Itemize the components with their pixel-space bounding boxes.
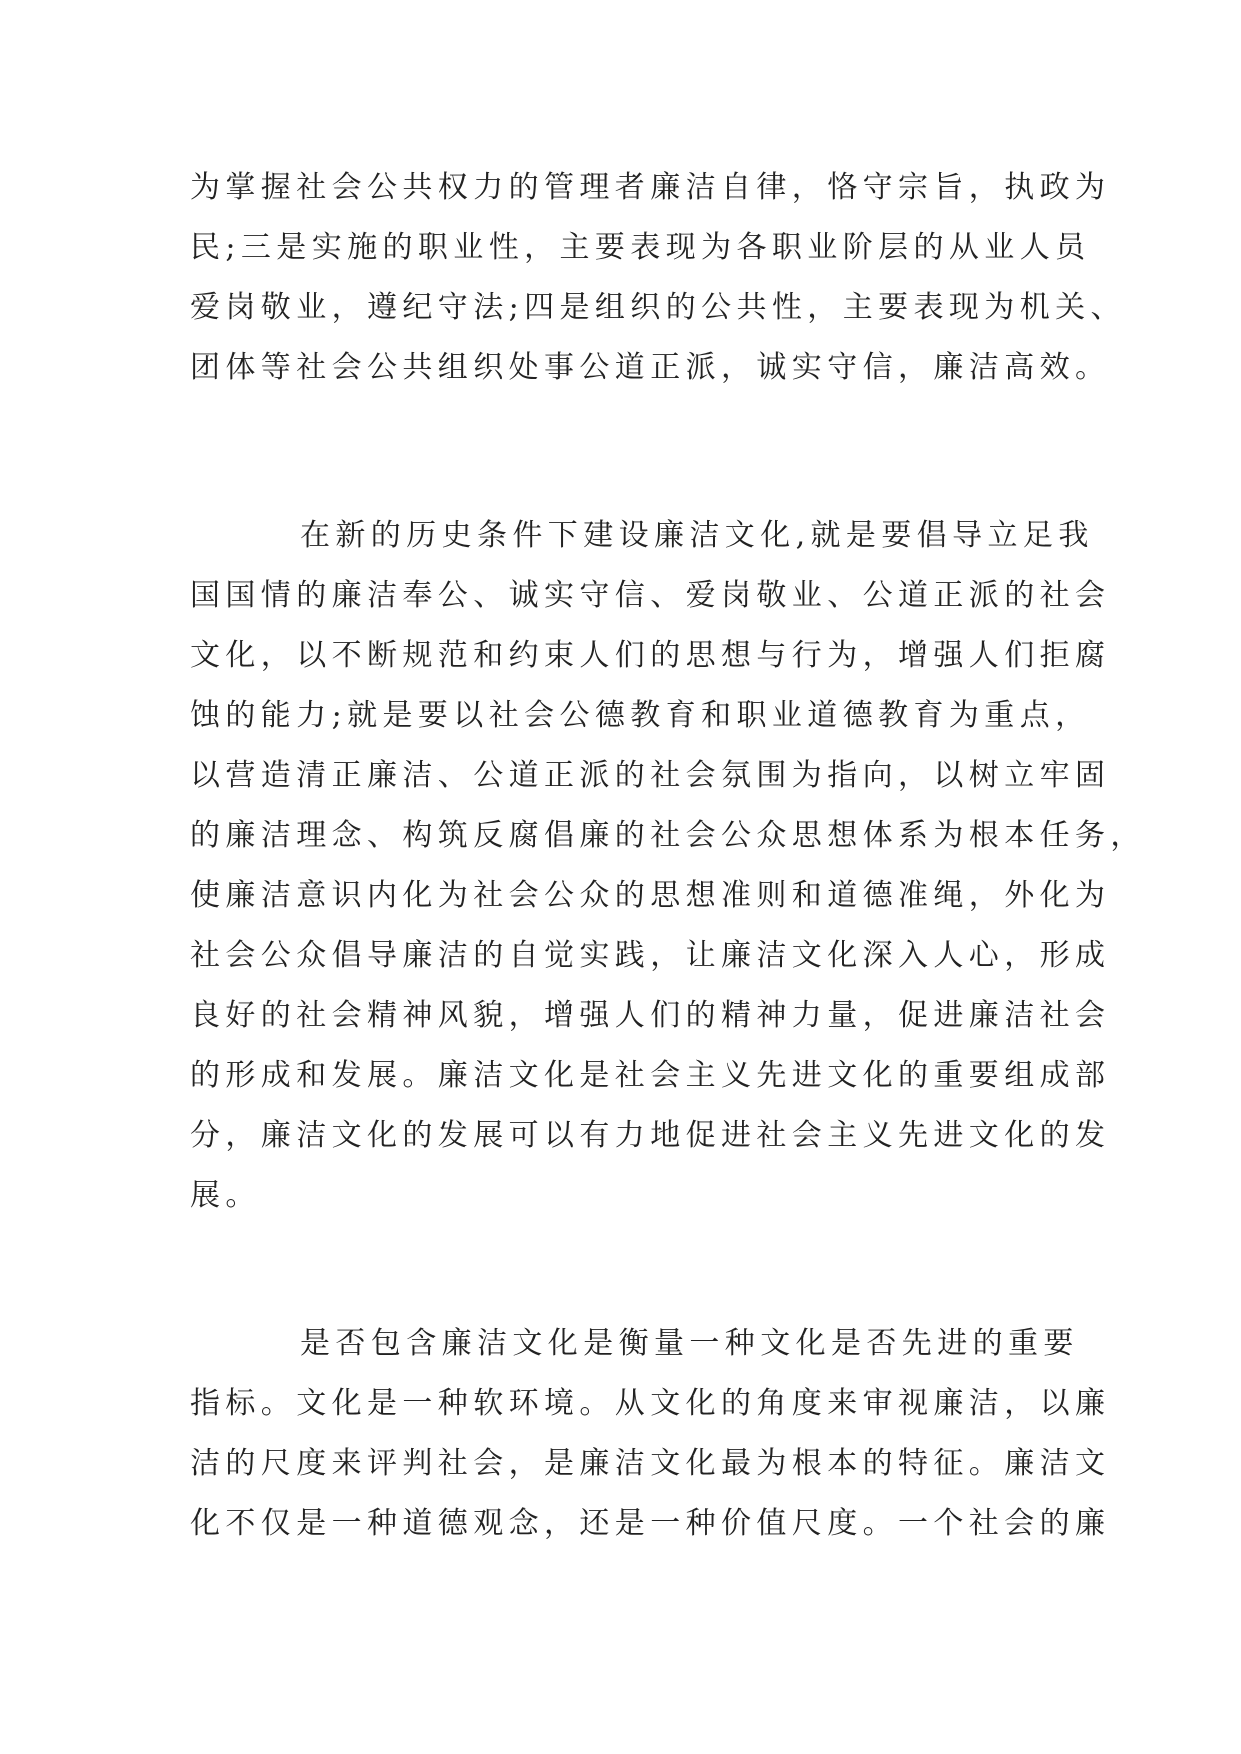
paragraph-line: 是否包含廉洁文化是衡量一种文化是否先进的重要 — [300, 1326, 1079, 1361]
paragraph-line: 的形成和发展。廉洁文化是社会主义先进文化的重要组成部 — [190, 1058, 1111, 1093]
paragraph-line: 国国情的廉洁奉公、诚实守信、爱岗敬业、公道正派的社会 — [190, 578, 1111, 613]
paragraph-line: 在新的历史条件下建设廉洁文化,就是要倡导立足我 — [300, 518, 1094, 553]
paragraph-line: 使廉洁意识内化为社会公众的思想准则和道德准绳，外化为 — [190, 878, 1111, 913]
paragraph-line: 团体等社会公共组织处事公道正派，诚实守信，廉洁高效。 — [190, 350, 1111, 385]
paragraph-line: 化不仅是一种道德观念，还是一种价值尺度。一个社会的廉 — [190, 1506, 1111, 1541]
paragraph-line: 文化，以不断规范和约束人们的思想与行为，增强人们拒腐 — [190, 638, 1111, 673]
paragraph-line: 良好的社会精神风貌，增强人们的精神力量，促进廉洁社会 — [190, 998, 1111, 1033]
paragraph-line: 指标。文化是一种软环境。从文化的角度来审视廉洁，以廉 — [190, 1386, 1111, 1421]
paragraph-2 — [190, 506, 1146, 1226]
paragraph-line: 以营造清正廉洁、公道正派的社会氛围为指向，以树立牢固 — [190, 758, 1111, 793]
paragraph-3 — [190, 1314, 1111, 1554]
paragraph-line: 洁的尺度来评判社会，是廉洁文化最为根本的特征。廉洁文 — [190, 1446, 1111, 1481]
paragraph-line: 的廉洁理念、构筑反腐倡廉的社会公众思想体系为根本任务， — [190, 818, 1146, 853]
paragraph-line: 爱岗敬业，遵纪守法;四是组织的公共性，主要表现为机关、 — [190, 290, 1126, 325]
paragraph-line: 蚀的能力;就是要以社会公德教育和职业道德教育为重点， — [190, 698, 1091, 733]
paragraph-line: 社会公众倡导廉洁的自觉实践，让廉洁文化深入人心，形成 — [190, 938, 1111, 973]
paragraph-line: 民;三是实施的职业性，主要表现为各职业阶层的从业人员 — [190, 230, 1091, 265]
paragraph-line: 展。 — [190, 1178, 261, 1213]
paragraph-1 — [190, 158, 1126, 398]
paragraph-line: 为掌握社会公共权力的管理者廉洁自律，恪守宗旨，执政为 — [190, 170, 1111, 205]
paragraph-line: 分，廉洁文化的发展可以有力地促进社会主义先进文化的发 — [190, 1118, 1111, 1153]
